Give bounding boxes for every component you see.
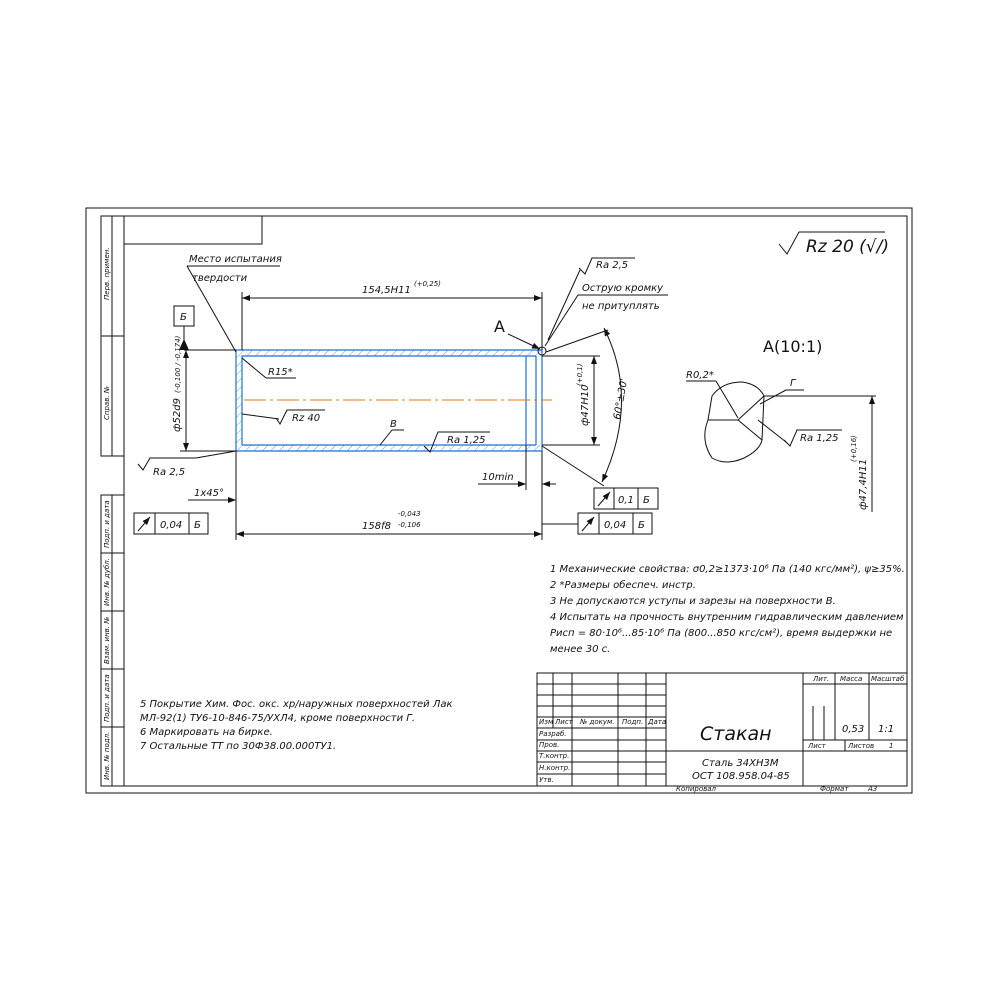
dim-inner-dia-tol: (+0,1) — [576, 363, 584, 386]
tolerance-left-datum: Б — [194, 520, 201, 531]
detail-a-title: А(10:1) — [763, 337, 823, 356]
side-strip-orig-inv: Инв. № подл. — [103, 731, 111, 780]
hardness-place-text-1: Место испытания — [189, 254, 282, 265]
side-strip-first-use: Перв. примен. — [103, 247, 111, 300]
radius-inner-callout — [242, 358, 296, 378]
general-roughness — [779, 232, 889, 257]
tb-sheets-label: Листов — [848, 742, 875, 750]
note-6: 6 Маркировать на бирке. — [140, 727, 273, 738]
tb-header-date: Дата — [648, 718, 667, 726]
edge-text-2: не притуплять — [582, 301, 660, 312]
datum-b — [174, 306, 236, 350]
note-4-end: менее 30 с. — [550, 644, 611, 655]
dim-angle-value: 60°±30' — [612, 377, 631, 421]
tb-copied-label: Копировал — [676, 785, 716, 793]
view-a-letter: А — [494, 317, 505, 336]
view-a-marker — [494, 317, 540, 349]
hardness-place-callout — [187, 254, 282, 352]
tolerance-right-lower — [542, 513, 652, 534]
tolerance-left — [134, 513, 208, 534]
tb-part-name: Стакан — [700, 723, 772, 745]
tb-role-tcontrol: Т.контр. — [539, 752, 570, 760]
title-block — [537, 673, 907, 793]
note-7: 7 Остальные ТТ по 30Ф38.00.000ТУ1. — [140, 741, 337, 752]
dim-inner-length-value: 154,5H11 — [362, 285, 411, 296]
dim-total-length — [236, 451, 542, 540]
tolerance-right-upper-datum: Б — [643, 495, 650, 506]
tb-role-approve: Утв. — [539, 776, 554, 784]
tolerance-right-upper-value: 0,1 — [618, 495, 634, 506]
tb-scale-label: Масштаб — [871, 675, 905, 683]
tb-material-2: ОСТ 108.958.04-85 — [692, 771, 790, 782]
detail-radius-value: R0,2* — [686, 370, 714, 381]
note-5-cont: МЛ-92(1) ТУ6-10-846-75/УХЛ4, кроме поверхности Г. — [140, 713, 416, 724]
tb-role-ncontrol: Н.контр. — [539, 764, 571, 772]
technical-notes — [550, 564, 905, 655]
tb-sheets-value: 1 — [889, 742, 894, 750]
dim-inner-length — [242, 280, 542, 350]
surface-v-callout — [380, 419, 404, 445]
tb-lit-label: Лит. — [813, 675, 830, 683]
general-roughness-text: Rz 20 (√/) — [806, 237, 889, 257]
tb-material-1: Сталь 34ХН3М — [702, 758, 779, 769]
tolerance-right-lower-value: 0,04 — [604, 520, 627, 531]
edge-callout — [545, 283, 668, 346]
dim-outer-dia-tol: (-0,100 / -0,174) — [174, 335, 182, 393]
tolerance-right-lower-datum: Б — [638, 520, 645, 531]
tb-header-change: Изм — [539, 718, 554, 726]
roughness-ra25-top-value: Ra 2,5 — [596, 260, 629, 271]
side-strip-reference: Справ. № — [103, 385, 111, 420]
roughness-ra125-value: Ra 1,25 — [447, 435, 486, 446]
tb-mass-value: 0,53 — [842, 724, 865, 735]
tb-role-developer: Разраб. — [539, 730, 567, 738]
sleeve-section — [236, 347, 552, 451]
side-strip — [101, 216, 124, 786]
surface-v-letter: В — [390, 419, 397, 430]
note-5: 5 Покрытие Хим. Фос. окс. хр/наружных поверхностей Лак — [140, 699, 453, 710]
tb-sheet-label: Лист — [808, 742, 826, 750]
roughness-ra25-left — [138, 451, 236, 478]
technical-notes-lower — [140, 699, 453, 752]
note-4-cont: Pисп = 80·10⁶...85·10⁶ Па (800...850 кгс/см²), время выдержки не — [550, 628, 893, 639]
detail-a — [686, 337, 876, 512]
dim-chamfer-value: 1x45° — [194, 488, 225, 499]
roughness-rz40 — [242, 410, 325, 424]
note-4: 4 Испытать на прочность внутренним гидравлическим давлением — [550, 612, 904, 623]
tb-format-value: А3 — [868, 785, 878, 793]
tb-header-sheet: Лист — [555, 718, 573, 726]
side-strip-dup-inv: Инв. № дубл. — [103, 558, 111, 606]
tb-mass-label: Масса — [840, 675, 863, 683]
hardness-place-text-2: твердости — [192, 273, 248, 284]
top-left-box — [124, 216, 262, 244]
detail-dia-value: ф47,4H11 — [858, 458, 869, 510]
dim-outer-dia — [172, 335, 236, 451]
roughness-ra25-top — [548, 258, 635, 340]
dim-10min — [478, 445, 556, 490]
roughness-ra25-left-value: Ra 2,5 — [153, 467, 186, 478]
tb-header-sign: Подп. — [622, 718, 644, 726]
dim-total-length-tol-lower: -0,106 — [398, 521, 421, 529]
side-strip-sign-date-2: Подп. и дата — [103, 674, 111, 722]
dim-chamfer — [188, 451, 236, 506]
datum-b-letter: Б — [180, 312, 187, 323]
roughness-rz40-value: Rz 40 — [292, 413, 321, 424]
side-strip-replace-inv: Взам. инв. № — [103, 616, 111, 664]
note-2: 2 *Размеры обеспеч. инстр. — [550, 580, 696, 591]
tb-role-checker: Пров. — [539, 741, 560, 749]
detail-surface-g: Г — [790, 378, 796, 389]
dim-10min-value: 10min — [482, 472, 514, 483]
tolerance-left-value: 0,04 — [160, 520, 183, 531]
dim-outer-dia-value: ф52d9 — [172, 398, 183, 432]
dim-total-length-tol-upper: -0,043 — [398, 510, 421, 518]
tb-header-doc: № докум. — [580, 718, 615, 726]
dim-inner-dia-value: ф47H10 — [580, 384, 591, 426]
detail-dia-tol: (+0,16) — [850, 435, 858, 462]
edge-text-1: Острую кромку — [582, 283, 664, 294]
radius-inner-value: R15* — [268, 367, 293, 378]
tb-format-label: Формат — [820, 785, 849, 793]
tolerance-right-upper — [594, 488, 658, 509]
tb-scale-value: 1:1 — [878, 724, 895, 735]
detail-roughness-value: Ra 1,25 — [800, 433, 839, 444]
side-strip-sign-date-1: Подп. и дата — [103, 500, 111, 548]
note-3: 3 Не допускаются уступы и зарезы на поверхности В. — [550, 596, 836, 607]
note-1: 1 Механические свойства: σ0,2≥1373·10⁶ Па (140 кгс/мм²), ψ≥35%. — [550, 564, 905, 575]
dim-inner-length-tol: (+0,25) — [414, 280, 441, 288]
dim-total-length-value: 158f8 — [362, 521, 391, 532]
